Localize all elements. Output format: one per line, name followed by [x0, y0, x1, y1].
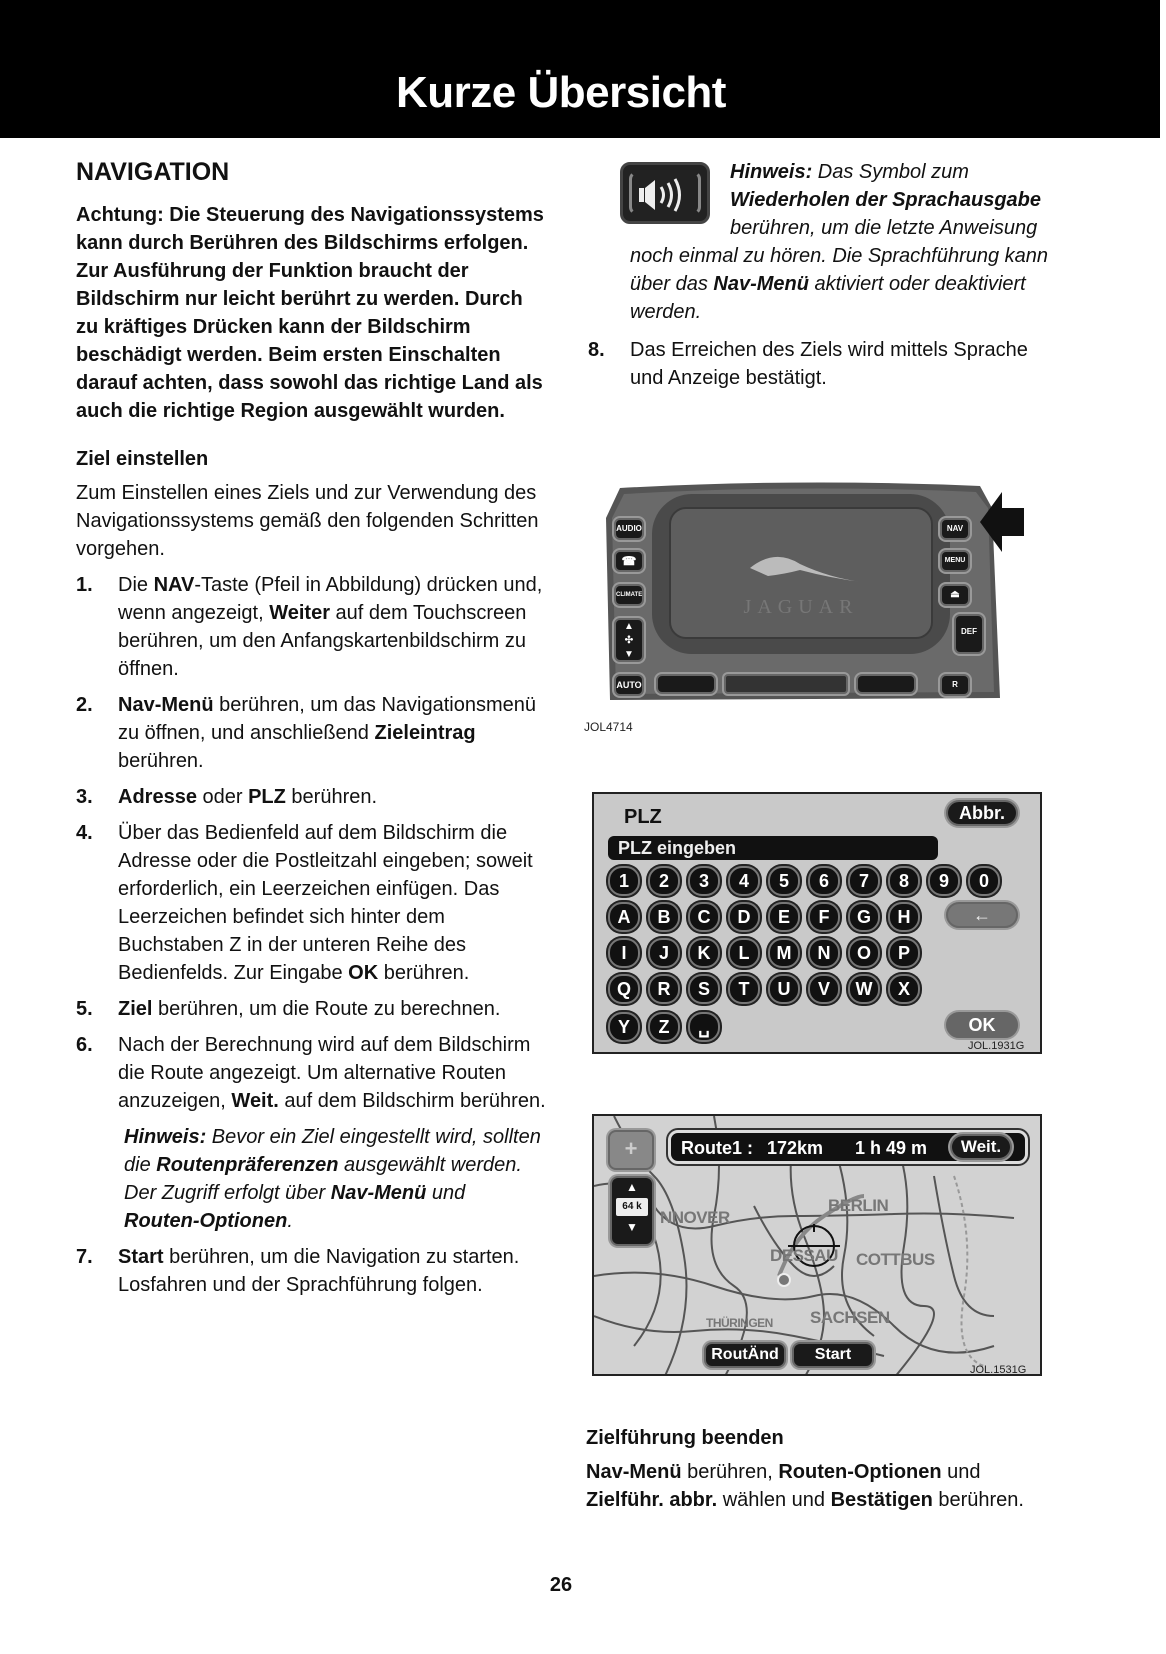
- emphasis-text: OK: [348, 962, 379, 984]
- emphasis-text: Routenpräferenzen: [156, 1154, 339, 1176]
- emphasis-text: Nav-Menü: [586, 1461, 682, 1483]
- step-text: [118, 1031, 546, 1235]
- figure-label-console: JOL4714: [584, 720, 633, 734]
- next-route-button[interactable]: Weit.: [950, 1134, 1012, 1160]
- route-change-button[interactable]: RoutÄnd: [704, 1342, 786, 1368]
- step-text: [118, 1243, 546, 1299]
- zoom-out-icon[interactable]: ▼: [626, 1220, 638, 1234]
- text-run: berühren.: [932, 1489, 1024, 1511]
- text-run: oder: [196, 786, 249, 808]
- backspace-button[interactable]: ←: [946, 902, 1018, 928]
- text-run: Nach der Berechnung wird auf dem Bildschirm die Route angezeigt. Um alternative Routen anzuzeigen,: [118, 1034, 531, 1112]
- key-4[interactable]: 4: [728, 866, 760, 896]
- key-9[interactable]: 9: [928, 866, 960, 896]
- text-run: -Taste (Pfeil in Abbildung) drücken und, wenn angezeigt,: [118, 574, 543, 624]
- zoom-in-icon[interactable]: ▲: [626, 1180, 638, 1194]
- center-map-button[interactable]: +: [608, 1130, 654, 1170]
- page-title: Kurze Übersicht: [396, 68, 726, 117]
- step-number: 8.: [588, 339, 605, 361]
- page-number: 26: [549, 1574, 573, 1596]
- car-button[interactable]: ⏏: [940, 584, 970, 606]
- text-run: Bevor ein Ziel eingestellt wird, sollten die: [124, 1126, 541, 1176]
- end-guidance-section: [586, 1424, 1056, 1514]
- step-text: [118, 571, 546, 683]
- emphasis-text: Wiederholen der Sprachausgabe: [730, 189, 1042, 211]
- step-number: 3.: [76, 786, 93, 808]
- emphasis-text: NAV: [153, 574, 195, 596]
- voice-repeat-note: [630, 158, 1058, 326]
- text-run: berühren, um die letzte Anweisung noch einmal zu hören. Die Sprachführung kann über das: [630, 217, 1049, 295]
- key-1[interactable]: 1: [608, 866, 640, 896]
- nav-button[interactable]: NAV: [940, 518, 970, 540]
- key-x[interactable]: X: [888, 974, 920, 1004]
- map-city-label: COTTBUS: [856, 1250, 935, 1269]
- warning-text: Achtung: Die Steuerung des Navigationssystems kann durch Berühren des Bildschirms erfolgen. Zur Ausführung der Funktion braucht der Bildschirm nur leicht berührt zu werden. Durch zu kräftiges Drücken kann der Bildschirm beschädigt werden. Beim ersten Einschalten darauf achten, dass sowohl das richtige Land als auch die richtige Region ausgewählt wurden.: [76, 204, 544, 422]
- step-1: [76, 571, 546, 683]
- route-name: Route1 :: [681, 1138, 753, 1158]
- key-n[interactable]: N: [808, 938, 840, 968]
- emphasis-text: Nav-Menü: [118, 694, 214, 716]
- emphasis-text: Hinweis:: [730, 161, 813, 183]
- step-6: [76, 1031, 546, 1235]
- step-number: 2.: [76, 694, 93, 716]
- emphasis-text: Zieleintrag: [374, 722, 476, 744]
- plz-keypad-figure: [592, 792, 1042, 1054]
- key-u[interactable]: U: [768, 974, 800, 1004]
- route-duration: 1 h 49 m: [855, 1138, 928, 1158]
- figure-label-plz: JOL.1931G: [968, 1040, 1025, 1052]
- key-3[interactable]: 3: [688, 866, 720, 896]
- auto-button[interactable]: AUTO: [614, 674, 644, 696]
- plz-input-field[interactable]: PLZ eingeben: [608, 836, 938, 860]
- emphasis-text: Nav-Menü: [330, 1182, 427, 1204]
- speaker-repeat-icon: [620, 162, 710, 224]
- step-number: 4.: [76, 822, 93, 844]
- console-figure: [600, 478, 1000, 718]
- key-7[interactable]: 7: [848, 866, 880, 896]
- emphasis-text: Bestätigen: [830, 1489, 933, 1511]
- emphasis-text: Start: [118, 1246, 164, 1268]
- key-z[interactable]: Z: [648, 1012, 680, 1042]
- map-city-label: BERLIN: [828, 1196, 889, 1215]
- step-number: 6.: [76, 1034, 93, 1056]
- fan-speed-rocker[interactable]: ▲ ✣ ▼: [614, 618, 644, 662]
- key-8[interactable]: 8: [888, 866, 920, 896]
- text-run: berühren, um die Route zu berechnen.: [152, 998, 501, 1020]
- route-distance: 172km: [767, 1138, 824, 1158]
- text-run: berühren,: [681, 1461, 779, 1483]
- key-l[interactable]: L: [728, 938, 760, 968]
- key-a[interactable]: A: [608, 902, 640, 932]
- step-2: [76, 691, 546, 775]
- key-d[interactable]: D: [728, 902, 760, 932]
- key-f[interactable]: F: [808, 902, 840, 932]
- rear-label: R: [952, 680, 958, 689]
- step-7: [76, 1243, 546, 1299]
- phone-button[interactable]: ☎: [614, 550, 644, 572]
- step-note: [118, 1123, 546, 1235]
- step-text: [118, 783, 546, 811]
- key-h[interactable]: H: [888, 902, 920, 932]
- text-run: berühren.: [118, 750, 204, 772]
- right-column: [588, 158, 1058, 400]
- map-city-label: DESSAU: [770, 1246, 838, 1265]
- start-button[interactable]: Start: [792, 1342, 874, 1368]
- brand-wordmark: JAGUAR: [743, 596, 859, 618]
- emphasis-text: Routen-Optionen: [778, 1461, 942, 1483]
- text-run: berühren, um das Navigationsmenü zu öffnen, und anschließend: [118, 694, 536, 744]
- text-run: Das Symbol zum: [812, 161, 969, 183]
- step-3: [76, 783, 546, 811]
- audio-button[interactable]: AUDIO: [614, 518, 644, 540]
- key-e[interactable]: E: [768, 902, 800, 932]
- text-run: berühren.: [378, 962, 470, 984]
- emphasis-text: Routen-Optionen: [124, 1210, 288, 1232]
- destination-marker-icon: [778, 1274, 790, 1286]
- emphasis-text: Hinweis:: [124, 1126, 207, 1148]
- steps-list: [76, 571, 546, 1299]
- figure-label-map: JOL.1531G: [970, 1364, 1027, 1376]
- text-run: und: [426, 1182, 466, 1204]
- text-run: berühren, um die Navigation zu starten. Losfahren und der Sprachführung folgen.: [118, 1246, 520, 1296]
- zoom-control[interactable]: [610, 1176, 654, 1246]
- temp-display: [724, 674, 848, 694]
- key-p[interactable]: P: [888, 938, 920, 968]
- key-s[interactable]: S: [688, 974, 720, 1004]
- key-6[interactable]: 6: [808, 866, 840, 896]
- key-m[interactable]: M: [768, 938, 800, 968]
- step-text: [118, 819, 546, 987]
- emphasis-text: Ziel: [118, 998, 153, 1020]
- def-label: DEF: [961, 627, 977, 636]
- map-city-label: NNOVER: [660, 1208, 730, 1227]
- text-run: auf dem Touchscreen berühren, um den Anfangskartenbildschirm zu öffnen.: [118, 602, 527, 680]
- map-city-label: SACHSEN: [810, 1308, 890, 1327]
- map-city-label: THÜRINGEN: [706, 1316, 773, 1330]
- key-0[interactable]: 0: [968, 866, 1000, 896]
- arrow-pointer-icon: [980, 492, 1024, 552]
- key-j[interactable]: J: [648, 938, 680, 968]
- text-run: und: [941, 1461, 981, 1483]
- intro-paragraph: Zum Einstellen eines Ziels und zur Verwendung des Navigationssystems gemäß den folgenden Schritten vorgehen.: [76, 482, 539, 560]
- temp-right-buttons[interactable]: [856, 674, 916, 694]
- key-y[interactable]: Y: [608, 1012, 640, 1042]
- plz-title: PLZ: [624, 806, 662, 828]
- key-i[interactable]: I: [608, 938, 640, 968]
- step-5: [76, 995, 546, 1023]
- climate-button[interactable]: CLIMATE: [614, 584, 644, 606]
- emphasis-text: PLZ: [248, 786, 286, 808]
- key-space[interactable]: ␣: [688, 1012, 720, 1042]
- emphasis-text: Nav-Menü: [713, 273, 809, 295]
- emphasis-text: Weiter: [269, 602, 330, 624]
- text-run: Über das Bedienfeld auf dem Bildschirm die Adresse oder die Postleitzahl eingeben; soweit erforderlich, ein Leerzeichen einfügen. Das Leerzeichen befindet sich hinter dem Buchstaben Z in der unteren Reihe des Bedienfelds. Zur Eingabe: [118, 822, 533, 984]
- ok-button[interactable]: OK: [946, 1012, 1018, 1038]
- temp-left-buttons[interactable]: [656, 674, 716, 694]
- key-r[interactable]: R: [648, 974, 680, 1004]
- text-run: ausgewählt werden. Der Zugriff erfolgt über: [124, 1154, 522, 1204]
- step-4: [76, 819, 546, 987]
- key-q[interactable]: Q: [608, 974, 640, 1004]
- key-g[interactable]: G: [848, 902, 880, 932]
- step-text: [118, 691, 546, 775]
- step-text: [118, 995, 546, 1023]
- emphasis-text: Zielführ. abbr.: [586, 1489, 718, 1511]
- key-k[interactable]: K: [688, 938, 720, 968]
- step-text: Das Erreichen des Ziels wird mittels Sprache und Anzeige bestätigt.: [630, 339, 1028, 389]
- step-number: 5.: [76, 998, 93, 1020]
- step-number: 1.: [76, 574, 93, 596]
- key-b[interactable]: B: [648, 902, 680, 932]
- section-title: NAVIGATION: [76, 158, 230, 186]
- map-scale: 64 k: [616, 1198, 648, 1216]
- step-8: [588, 336, 1058, 392]
- menu-button[interactable]: MENU: [940, 550, 970, 572]
- key-2[interactable]: 2: [648, 866, 680, 896]
- text-run: auf dem Bildschirm berühren.: [278, 1090, 546, 1112]
- emphasis-text: Adresse: [118, 786, 197, 808]
- subheading-end-guidance: Zielführung beenden: [586, 1427, 784, 1449]
- text-run: wählen und: [717, 1489, 831, 1511]
- defrost-button[interactable]: [954, 614, 984, 654]
- step-number: 7.: [76, 1246, 93, 1268]
- left-column: [76, 158, 546, 1307]
- end-guidance-text: [586, 1458, 1056, 1514]
- rear-defrost-button[interactable]: [940, 674, 970, 696]
- key-v[interactable]: V: [808, 974, 840, 1004]
- text-run: .: [287, 1210, 293, 1232]
- text-run: Die: [118, 574, 154, 596]
- subheading-ziel-einstellen: Ziel einstellen: [76, 448, 209, 470]
- abort-button[interactable]: Abbr.: [946, 800, 1018, 826]
- key-5[interactable]: 5: [768, 866, 800, 896]
- key-t[interactable]: T: [728, 974, 760, 1004]
- key-c[interactable]: C: [688, 902, 720, 932]
- key-o[interactable]: O: [848, 938, 880, 968]
- text-run: berühren.: [285, 786, 378, 808]
- key-w[interactable]: W: [848, 974, 880, 1004]
- route-map-figure: [592, 1114, 1042, 1376]
- emphasis-text: Weit.: [231, 1090, 279, 1112]
- text-run: aktiviert oder deaktiviert werden.: [630, 273, 1026, 323]
